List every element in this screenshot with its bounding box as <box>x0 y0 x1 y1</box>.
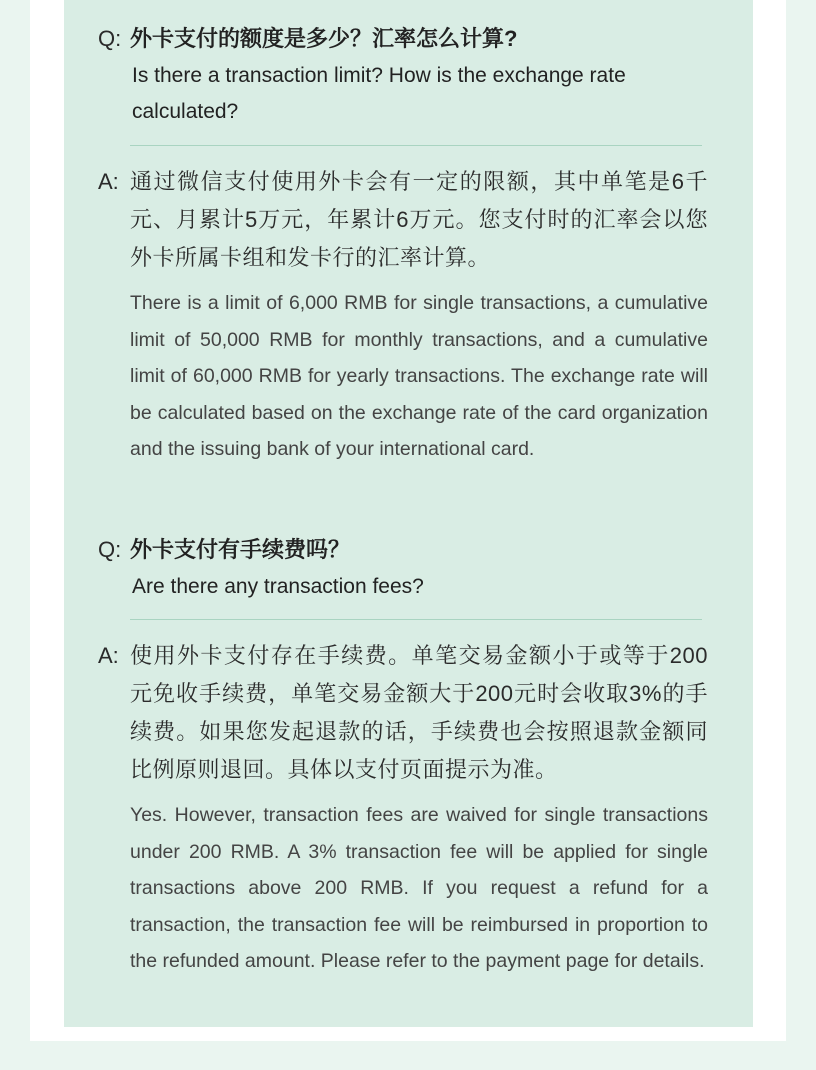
question-prefix: Q: <box>98 26 122 51</box>
question-prefix: Q: <box>98 537 122 562</box>
question-en: Is there a transaction limit? How is the exchange rate calculated? <box>132 64 626 123</box>
answer-prefix: A: <box>98 643 119 668</box>
answer-en: Yes. However, transaction fees are waived for single transactions under 200 RMB. A 3% transaction fee will be applied for single transactions above 200 RMB. If you request a refund for a transaction, the transaction fee will be reimbursed in proportion to the refunded amount. Please refer to the payment page for details. <box>130 804 708 972</box>
divider <box>130 619 702 620</box>
divider <box>130 145 702 146</box>
question-zh: 外卡支付的额度是多少？汇率怎么计算? <box>130 26 518 51</box>
faq-question-1 <box>98 20 708 130</box>
faq-answer-2 <box>98 637 708 980</box>
question-en: Are there any transaction fees? <box>132 575 424 598</box>
answer-en: There is a limit of 6,000 RMB for single transactions, a cumulative limit of 50,000 RMB for monthly transactions, and a cumulative limit of 60,000 RMB for yearly transactions. The exchange rate will be calculated based on the exchange rate of the card organization and the issuing bank of your international card. <box>130 292 708 460</box>
answer-zh: 使用外卡支付存在手续费。单笔交易金额小于或等于200元免收手续费，单笔交易金额大于200元时会收取3%的手续费。如果您发起退款的话，手续费也会按照退款金额同比例原则退回。具体以支付页面提示为准。 <box>130 643 708 782</box>
faq-question-2 <box>98 531 708 605</box>
answer-prefix: A: <box>98 169 119 194</box>
question-zh: 外卡支付有手续费吗？ <box>130 537 351 562</box>
answer-zh: 通过微信支付使用外卡会有一定的限额，其中单笔是6千元、月累计5万元，年累计6万元。您支付时的汇率会以您外卡所属卡组和发卡行的汇率计算。 <box>130 169 708 270</box>
faq-answer-1 <box>98 163 708 468</box>
